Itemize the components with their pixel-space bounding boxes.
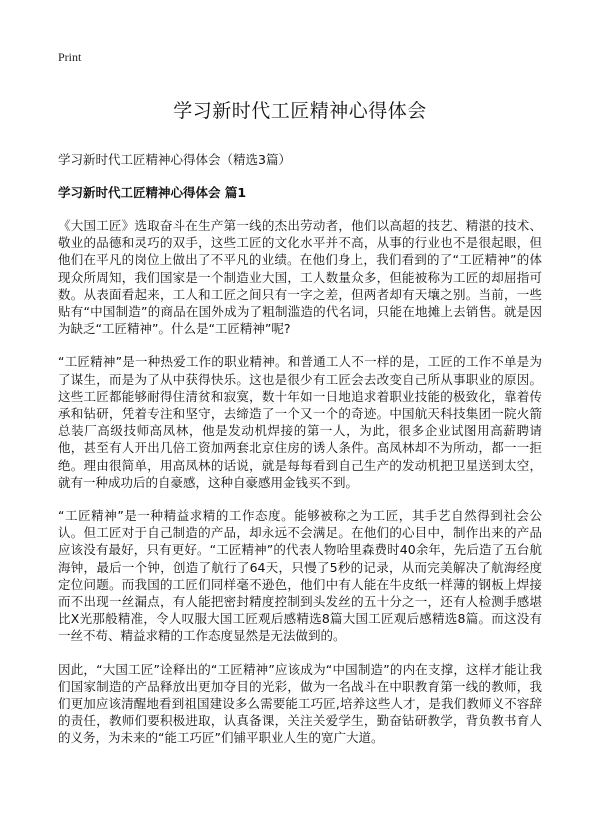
print-link[interactable]: Print <box>58 50 82 64</box>
document-subtitle: 学习新时代工匠精神心得体会（精选3篇） <box>58 152 291 167</box>
paragraph-2: “工匠精神”是一种热爱工作的职业精神。和普通工人不一样的是，工匠的工作不单是为了谋生，而是为了从中获得快乐。这也是很少有工匠会去改变自己所从事职业的原因。这些工匠都能够耐得住清贫和寂寞，数十年如一日地追求着职业技能的极致化，靠着传承和钻研，凭着专注和坚守，去缔造了一个又一个的奇迹。中国航天科技集团一院火箭总装厂高级技师高凤林，他是发动机焊接的第一人，为此，很多企业试图用高薪聘请他，甚至有人开出几倍工资加两套北京住房的诱人条件。高凤林却不为所动，都一一拒绝。理由很简单，用高凤林的话说，就是每每看到自己生产的发动机把卫星送到太空，就有一种成功后的自豪感，这种自豪感用金钱买不到。 <box>58 354 542 490</box>
paragraph-4: 因此，“大国工匠”诠释出的“工匠精神”应该成为“中国制造”的内在支撑，这样才能让我们国家制造的产品释放出更加夺目的光彩，做为一名战斗在中职教育第一线的教师，我们更加应该清醒地看到祖国建设多么需要能工巧匠,培养这些人才，是我们教师义不容辞的责任，教师们要积极进取，认真备课，关注关爱学生，勤奋钻研教学，背负教书育人的义务，为未来的“能工巧匠”们铺平职业人生的宽广大道。 <box>58 661 542 746</box>
paragraph-1: 《大国工匠》选取奋斗在生产第一线的杰出劳动者，他们以高超的技艺、精湛的技术、敬业的品德和灵巧的双手，这些工匠的文化水平并不高，从事的行业也不是很起眼，但他们在平凡的岗位上做出了不平凡的业绩。在他们身上，我们看到的了“工匠精神”的体现众所周知，我们国家是一个制造业大国，工人数量众多，但能被称为工匠的却屈指可数。从表面看起来，工人和工匠之间只有一字之差，但两者却有天壤之别。当前，一些贴有“中国制造”的商品在国外成为了粗制滥造的代名词，只能在地摊上去销售。就是因为缺乏“工匠精神”。什么是“工匠精神”呢? <box>58 218 542 337</box>
paragraph-3: “工匠精神”是一种精益求精的工作态度。能够被称之为工匠，其手艺自然得到社会公认。但工匠对于自己制造的产品，却永远不会满足。在他们的心目中，制作出来的产品应该没有最好，只有更好。“工匠精神”的代表人物哈里森费时40余年，先后造了五台航海钟，最后一个钟，创造了航行了64天，只慢了5秒的记录，从而完美解决了航海经度定位问题。而我国的工匠们同样毫不逊色，他们中有人能在牛皮纸一样薄的钢板上焊接而不出现一丝漏点，有人能把密封精度控制到头发丝的五十分之一，还有人检测手感堪比X光那般精准，令人叹服大国工匠观后感精选8篇大国工匠观后感精选8篇。而这没有一丝不苟、精益求精的工作态度显然是无法做到的。 <box>58 508 542 644</box>
section-heading: 学习新时代工匠精神心得体会 篇1 <box>58 185 247 200</box>
page-title: 学习新时代工匠精神心得体会 <box>173 100 427 122</box>
